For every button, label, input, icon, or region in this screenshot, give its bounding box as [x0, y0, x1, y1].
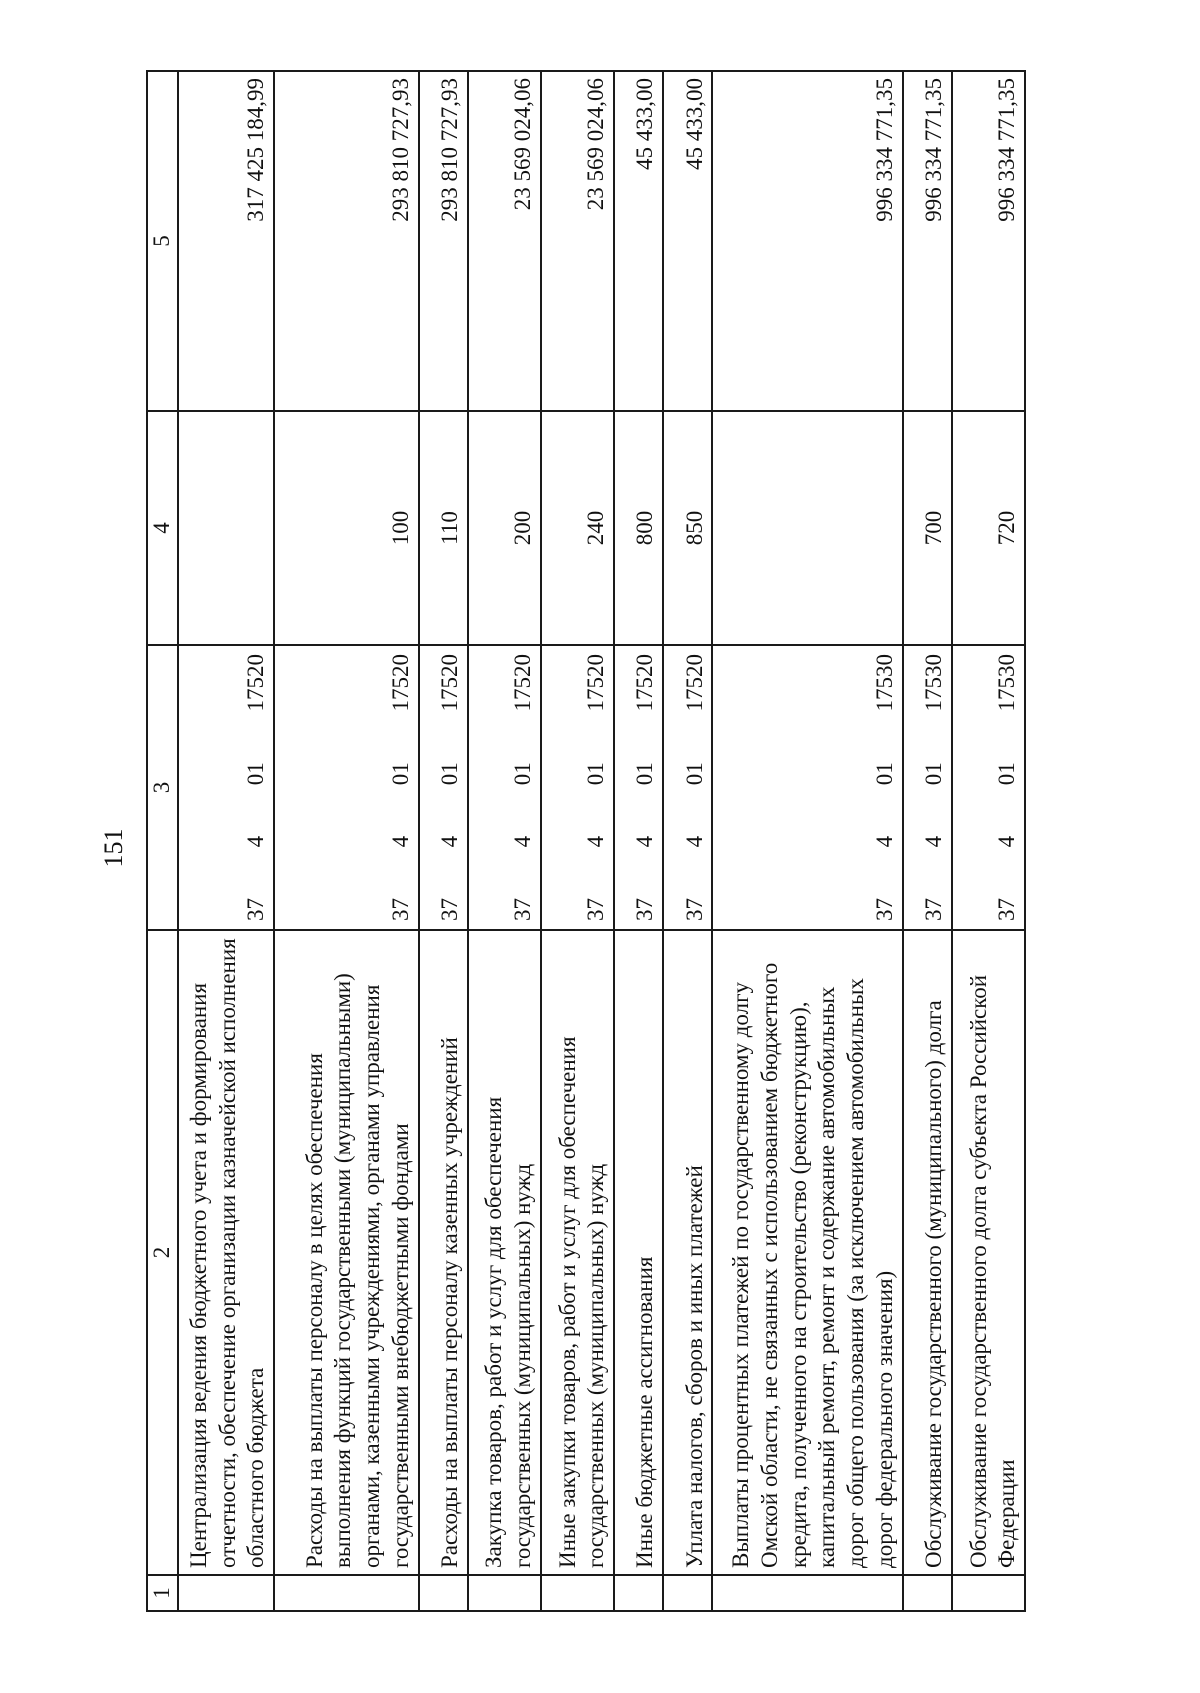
- expense-type-cell: [712, 411, 902, 645]
- expense-type-cell: 720: [952, 411, 1025, 645]
- expense-type-cell: 100: [274, 411, 418, 645]
- code-part: 37: [681, 898, 707, 921]
- code-part: 17520: [510, 654, 536, 712]
- table-row: [663, 71, 712, 1611]
- expense-name-cell: Расходы на выплаты персоналу в целях обеспечения выполнения функций государственными (муниципальными) органами, казенными учреждениями, органами управления государственными внебюджетными фондами: [274, 930, 418, 1575]
- code-part: 17520: [681, 654, 707, 712]
- code-part: 4: [920, 835, 946, 848]
- target-article-code-cell: [663, 645, 712, 930]
- code-part: 17520: [243, 654, 269, 712]
- expense-name-cell: Расходы на выплаты персоналу казенных учреждений: [419, 930, 468, 1575]
- table-row: [541, 71, 614, 1611]
- table-row: [952, 71, 1025, 1611]
- code-part: 01: [920, 762, 946, 786]
- amount-cell: 996 334 771,35: [952, 71, 1025, 411]
- code-part: 17530: [871, 654, 897, 712]
- row-number-cell: [614, 1575, 663, 1611]
- code-part: 01: [510, 762, 536, 786]
- expense-name-cell: Закупка товаров, работ и услуг для обеспечения государственных (муниципальных) нужд: [468, 930, 541, 1575]
- code-part: 37: [994, 898, 1020, 921]
- target-article-code-cell: [712, 645, 902, 930]
- expense-type-cell: 240: [541, 411, 614, 645]
- code-part: 4: [583, 835, 609, 848]
- code-parts: [631, 654, 660, 921]
- row-number-cell: [541, 1575, 614, 1611]
- page-number: 151: [99, 828, 128, 868]
- code-part: 4: [632, 835, 658, 848]
- code-parts: [242, 654, 271, 921]
- code-part: 4: [681, 835, 707, 848]
- target-article-code-cell: [468, 645, 541, 930]
- table-body: [178, 71, 1025, 1611]
- code-parts: [871, 654, 900, 921]
- column-header-2: 2: [147, 930, 178, 1575]
- expense-type-cell: 700: [903, 411, 952, 645]
- code-part: 37: [583, 898, 609, 921]
- row-number-cell: [903, 1575, 952, 1611]
- expense-name-cell: Централизация ведения бюджетного учета и формирования отчетности, обеспечение организации казначейской исполнения областного бюджета: [178, 930, 274, 1575]
- row-number-cell: [952, 1575, 1025, 1611]
- code-part: 37: [920, 898, 946, 921]
- amount-cell: 23 569 024,06: [541, 71, 614, 411]
- code-part: 4: [871, 835, 897, 848]
- table-row: [274, 71, 418, 1611]
- code-part: 37: [243, 898, 269, 921]
- expense-name-cell: Обслуживание государственного долга субъекта Российской Федерации: [952, 930, 1025, 1575]
- code-part: 17520: [387, 654, 413, 712]
- code-part: 37: [871, 898, 897, 921]
- code-parts: [681, 654, 710, 921]
- column-header-5: 5: [147, 71, 178, 411]
- row-number-cell: [712, 1575, 902, 1611]
- code-part: 4: [387, 835, 413, 848]
- code-part: 01: [243, 762, 269, 786]
- code-part: 37: [510, 898, 536, 921]
- code-part: 01: [871, 762, 897, 786]
- code-part: 4: [994, 835, 1020, 848]
- code-parts: [436, 654, 465, 921]
- code-part: 17530: [994, 654, 1020, 712]
- expense-type-cell: 850: [663, 411, 712, 645]
- amount-cell: 45 433,00: [663, 71, 712, 411]
- column-header-3: 3: [147, 645, 178, 930]
- code-part: 4: [243, 835, 269, 848]
- row-number-cell: [419, 1575, 468, 1611]
- code-part: 17520: [436, 654, 462, 712]
- code-part: 01: [994, 762, 1020, 786]
- target-article-code-cell: [541, 645, 614, 930]
- code-part: 17520: [583, 654, 609, 712]
- code-part: 01: [387, 762, 413, 786]
- code-part: 37: [387, 898, 413, 921]
- table-row: [178, 71, 274, 1611]
- expense-type-cell: 800: [614, 411, 663, 645]
- row-number-cell: [178, 1575, 274, 1611]
- code-part: 01: [436, 762, 462, 786]
- code-part: 17520: [632, 654, 658, 712]
- code-parts: [582, 654, 611, 921]
- row-number-cell: [663, 1575, 712, 1611]
- expense-name-cell: Обслуживание государственного (муниципального) долга: [903, 930, 952, 1575]
- code-parts: [387, 654, 416, 921]
- header-row: [147, 71, 178, 1611]
- column-header-4: 4: [147, 411, 178, 645]
- table-row: [614, 71, 663, 1611]
- amount-cell: 293 810 727,93: [274, 71, 418, 411]
- amount-cell: 45 433,00: [614, 71, 663, 411]
- amount-cell: 317 425 184,99: [178, 71, 274, 411]
- expense-name-cell: Иные закупки товаров, работ и услуг для обеспечения государственных (муниципальных) нужд: [541, 930, 614, 1575]
- target-article-code-cell: [614, 645, 663, 930]
- code-part: 4: [436, 835, 462, 848]
- expense-name-cell: Иные бюджетные ассигнования: [614, 930, 663, 1575]
- code-part: 4: [510, 835, 536, 848]
- code-parts: [993, 654, 1022, 921]
- amount-cell: 996 334 771,35: [903, 71, 952, 411]
- amount-cell: 996 334 771,35: [712, 71, 902, 411]
- target-article-code-cell: [178, 645, 274, 930]
- row-number-cell: [468, 1575, 541, 1611]
- budget-table: [146, 70, 1026, 1612]
- code-parts: [920, 654, 949, 921]
- table-row: [903, 71, 952, 1611]
- target-article-code-cell: [274, 645, 418, 930]
- expense-name-cell: Выплаты процентных платежей по государственному долгу Омской области, не связанных с использованием бюджетного кредита, полученного на строительство (реконструкцию), капитальный ремонт, ремонт и содержание автомобильных дорог общего пользования (за исключением автомобильных дорог федерального значения): [712, 930, 902, 1575]
- expense-type-cell: 200: [468, 411, 541, 645]
- target-article-code-cell: [903, 645, 952, 930]
- amount-cell: 293 810 727,93: [419, 71, 468, 411]
- expense-type-cell: [178, 411, 274, 645]
- code-part: 37: [436, 898, 462, 921]
- code-part: 01: [632, 762, 658, 786]
- code-part: 01: [681, 762, 707, 786]
- expense-name-cell: Уплата налогов, сборов и иных платежей: [663, 930, 712, 1575]
- target-article-code-cell: [419, 645, 468, 930]
- code-part: 01: [583, 762, 609, 786]
- code-part: 17530: [920, 654, 946, 712]
- expense-type-cell: 110: [419, 411, 468, 645]
- table-row: [712, 71, 902, 1611]
- code-part: 37: [632, 898, 658, 921]
- row-number-cell: [274, 1575, 418, 1611]
- amount-cell: 23 569 024,06: [468, 71, 541, 411]
- table-row: [419, 71, 468, 1611]
- column-header-1: 1: [147, 1575, 178, 1611]
- budget-table-wrapper: [146, 72, 1026, 1612]
- table-row: [468, 71, 541, 1611]
- code-parts: [509, 654, 538, 921]
- target-article-code-cell: [952, 645, 1025, 930]
